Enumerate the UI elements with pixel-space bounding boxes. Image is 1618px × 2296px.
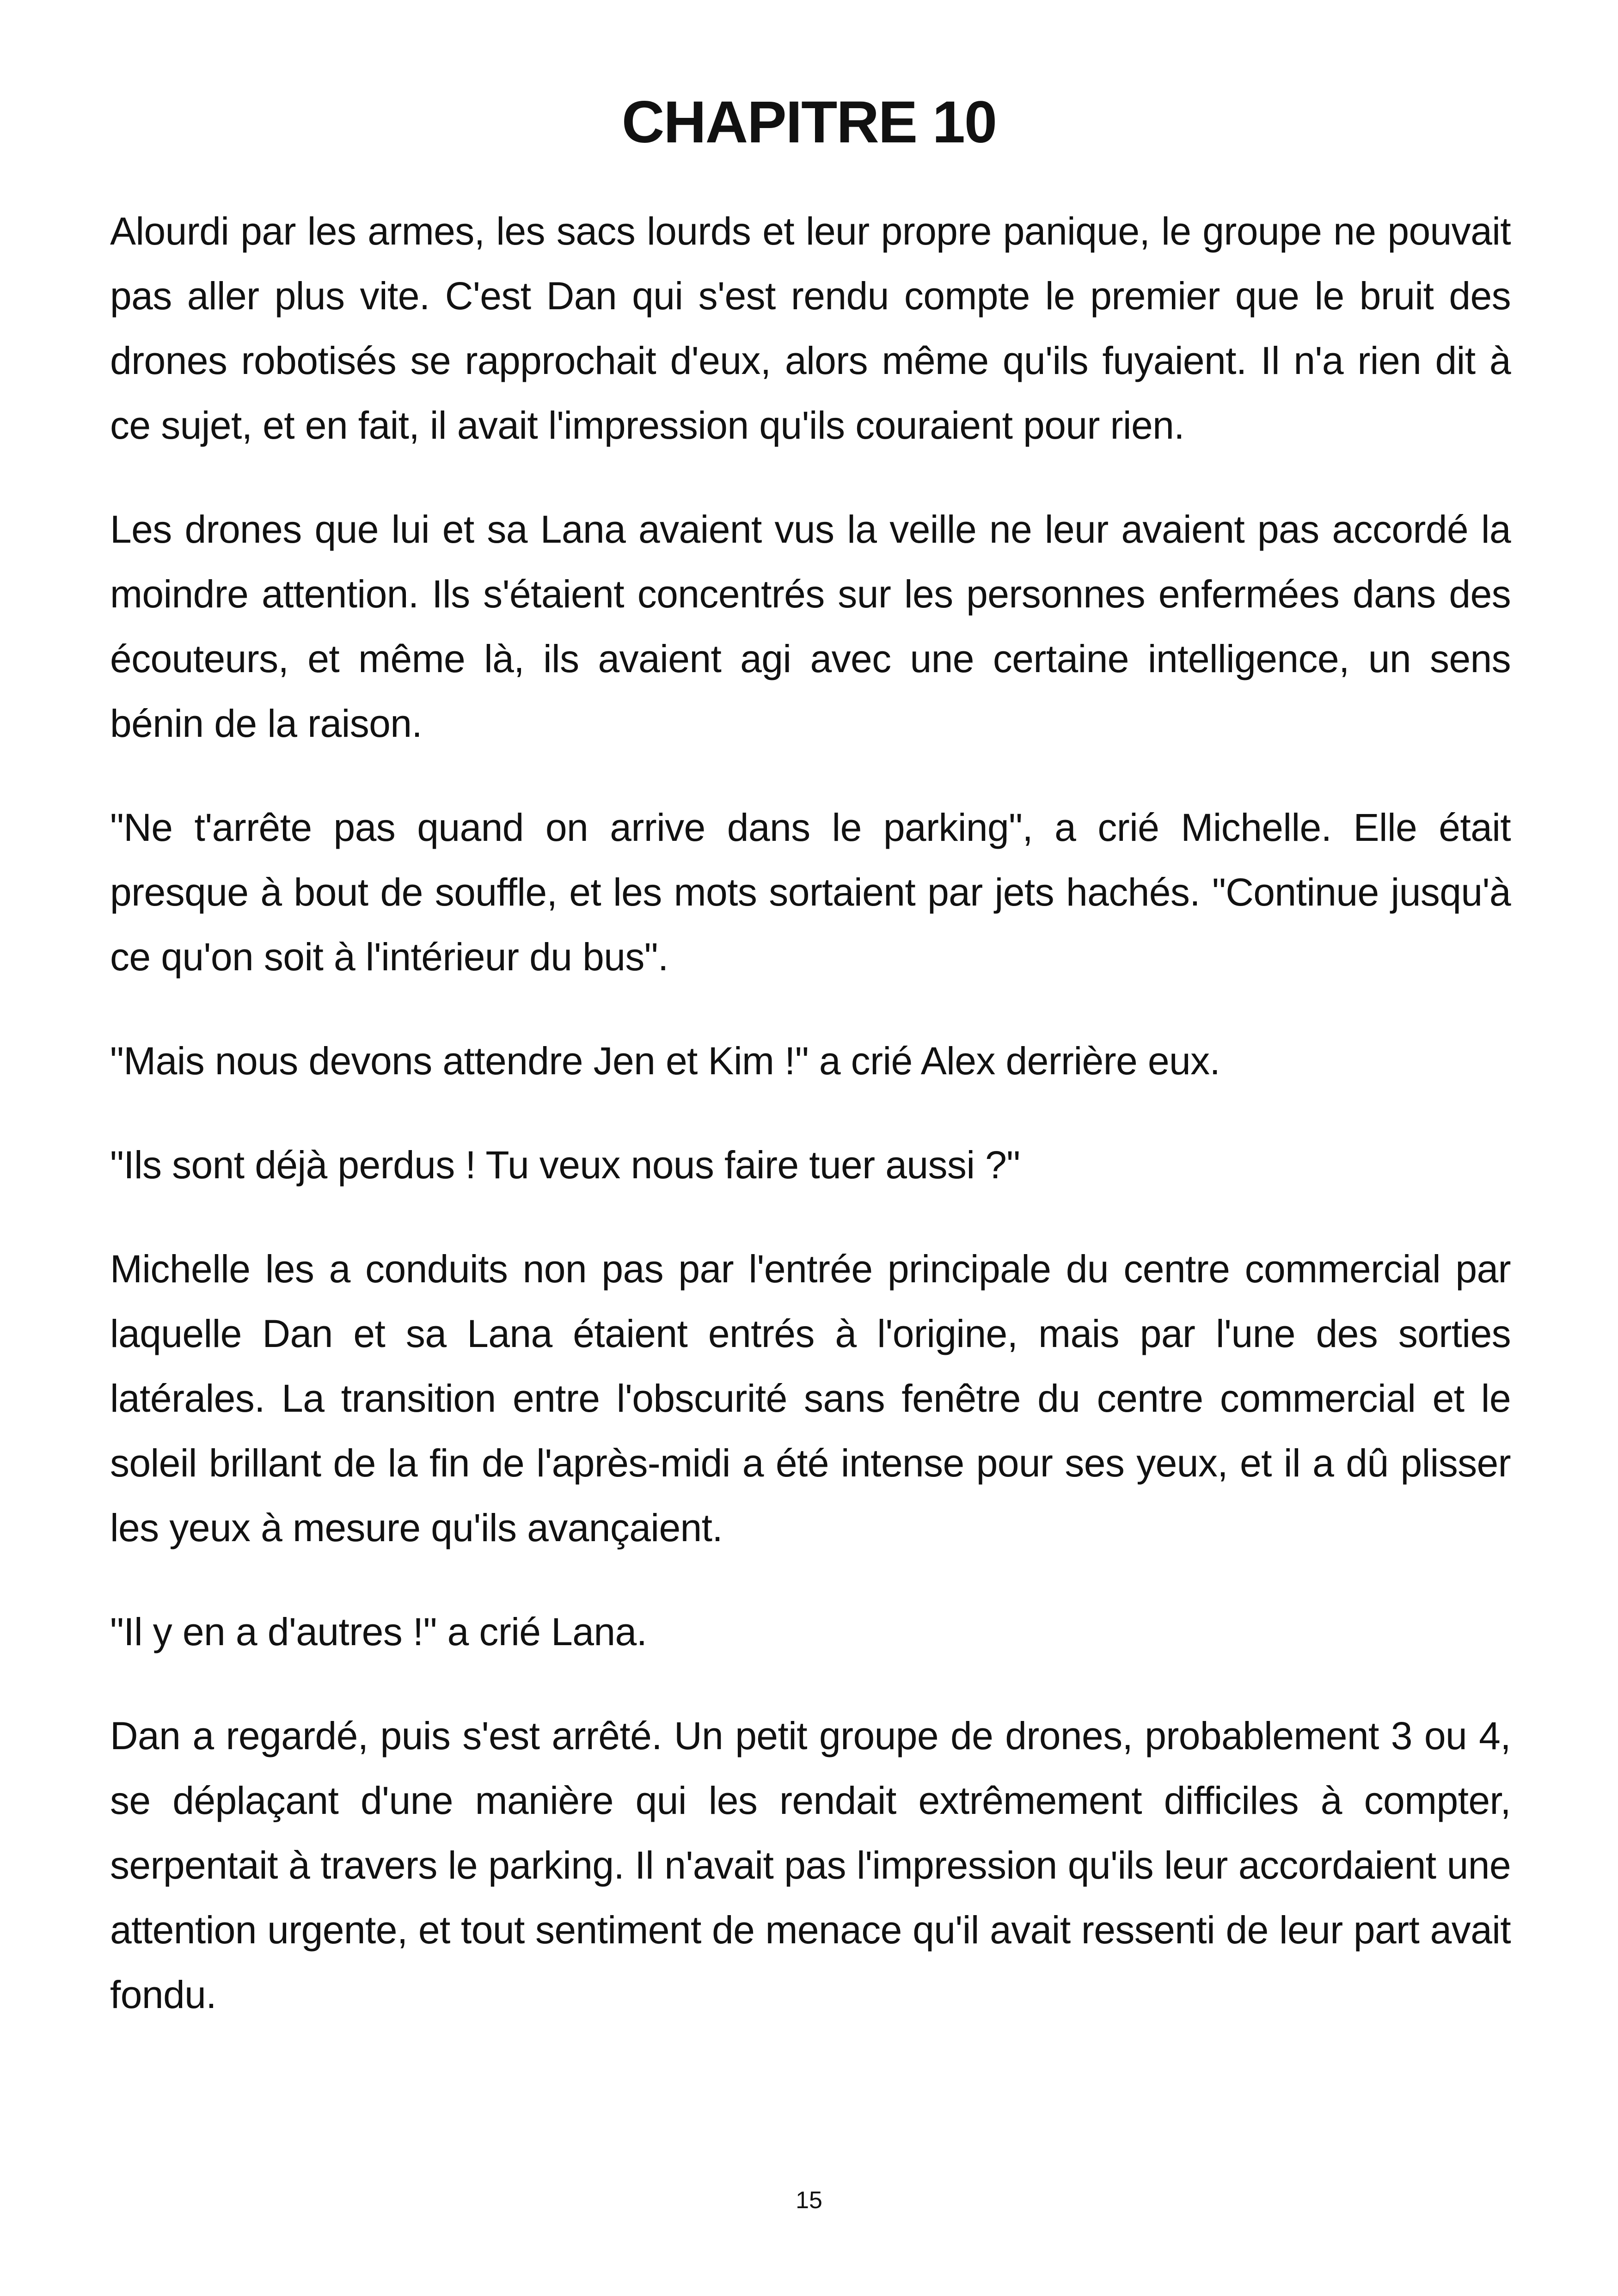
paragraph: "Il y en a d'autres !" a crié Lana. <box>110 1610 647 1653</box>
paragraph: "Mais nous devons attendre Jen et Kim !" a crié Alex derrière eux. <box>110 1039 1220 1083</box>
paragraph: Michelle les a conduits non pas par l'entrée principale du centre commercial par laquelle Dan et sa Lana étaient entrés à l'origine, mais par l'une des sorties latérales. La transition entre l'obscurité sans fenêtre du centre commercial et le soleil brillant de la fin de l'après-midi a été intense pour ses yeux, et il a dû plisser les yeux à mesure qu'ils avançaient. <box>110 1247 1511 1549</box>
paragraph: Les drones que lui et sa Lana avaient vus la veille ne leur avaient pas accordé la moindre attention. Ils s'étaient concentrés sur les personnes enfermées dans des écouteurs, et même là, ils avaient agi avec une certaine intelligence, un sens bénin de la raison. <box>110 508 1511 745</box>
chapter-title: CHAPITRE 10 <box>621 89 997 155</box>
body-text <box>110 199 1511 2066</box>
paragraph: "Ils sont déjà perdus ! Tu veux nous faire tuer aussi ?" <box>110 1143 1020 1187</box>
paragraph: Dan a regardé, puis s'est arrêté. Un petit groupe de drones, probablement 3 ou 4, se déplaçant d'une manière qui les rendait extrêmement difficiles à compter, serpentait à travers le parking. Il n'avait pas l'impression qu'ils leur accordaient une attention urgente, et tout sentiment de menace qu'il avait ressenti de leur part avait fondu. <box>110 1714 1511 2016</box>
page-number: 15 <box>796 2187 822 2214</box>
paragraph: Alourdi par les armes, les sacs lourds et leur propre panique, le groupe ne pouvait pas aller plus vite. C'est Dan qui s'est rendu compte le premier que le bruit des drones robotisés se rapprochait d'eux, alors même qu'ils fuyaient. Il n'a rien dit à ce sujet, et en fait, il avait l'impression qu'ils couraient pour rien. <box>110 209 1511 447</box>
paragraph: "Ne t'arrête pas quand on arrive dans le parking", a crié Michelle. Elle était presque à bout de souffle, et les mots sortaient par jets hachés. "Continue jusqu'à ce qu'on soit à l'intérieur du bus". <box>110 806 1511 979</box>
